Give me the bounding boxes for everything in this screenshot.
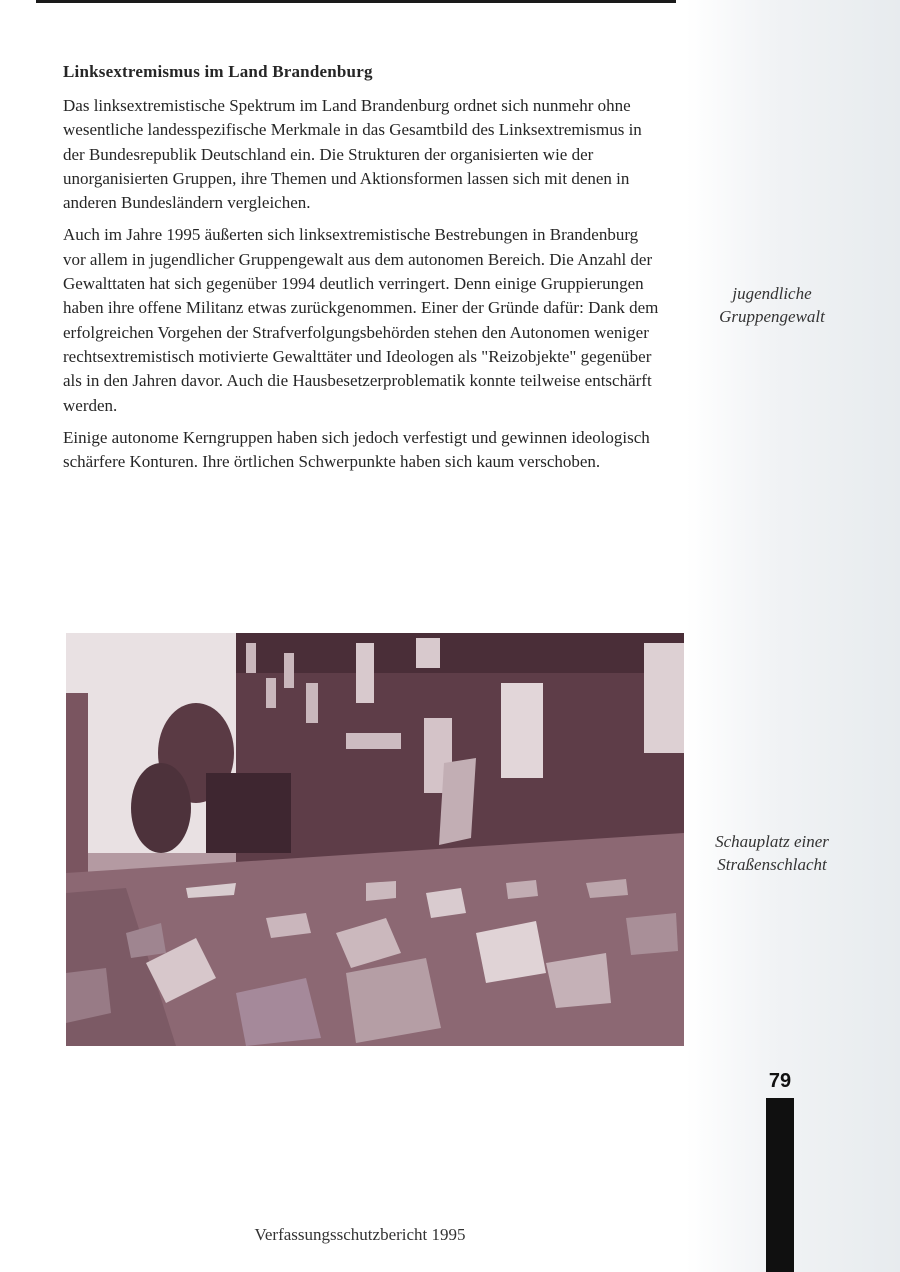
margin-note-youth-violence: jugendliche Gruppengewalt xyxy=(719,284,825,326)
street-battle-photo xyxy=(66,633,684,1046)
paragraph-1: Das linksextremistische Spektrum im Land Brandenburg ordnet sich nunmehr ohne wesentliche landesspezifische Merkmale in das Gesamtbild des Linksextremismus in der Bundesrepublik Deutschland ein. Die Strukturen der organisierten wie der unorganisierten Gruppen, ihre Themen und Aktionsformen lassen sich mit denen in anderen Bundesländern vergleichen. xyxy=(63,96,642,213)
paragraph-2: Auch im Jahre 1995 äußerten sich linksextremistische Bestrebungen in Brandenburg vor allem in jugendlicher Gruppengewalt aus dem autonomen Bereich. Die Anzahl der Gewalttaten hat sich gegenüber 1994 deutlich verringert. Denn einige Gruppierungen haben ihre offene Militanz etwas zurückgenommen. Einer der Gründe dafür: Dank dem erfolgreichen Vorgehen der Strafverfolgungsbehörden stehen den Autonomen weniger rechtsextremistisch motivierte Gewalttäter und Ideologen als "Reizobjekte" gegenüber als in den Jahren davor. Auch die Hausbesetzerproblematik konnte teilweise entschärft werden. xyxy=(63,225,659,415)
main-text-column xyxy=(63,62,663,482)
paragraph-3: Einige autonome Kerngruppen haben sich jedoch verfestigt und gewinnen ideologisch schärfere Konturen. Ihre örtlichen Schwerpunkte haben sich kaum verschoben. xyxy=(63,427,650,472)
page-number: 79 xyxy=(768,1070,792,1092)
thumb-index-bar xyxy=(766,1098,794,1272)
section-heading: Linksextremismus im Land Brandenburg xyxy=(63,62,373,81)
top-rule xyxy=(36,0,676,3)
footer-publication-title: Verfassungsschutzbericht 1995 xyxy=(254,1225,466,1244)
margin-note-street-battle: Schauplatz einer Straßenschlacht xyxy=(715,832,829,874)
